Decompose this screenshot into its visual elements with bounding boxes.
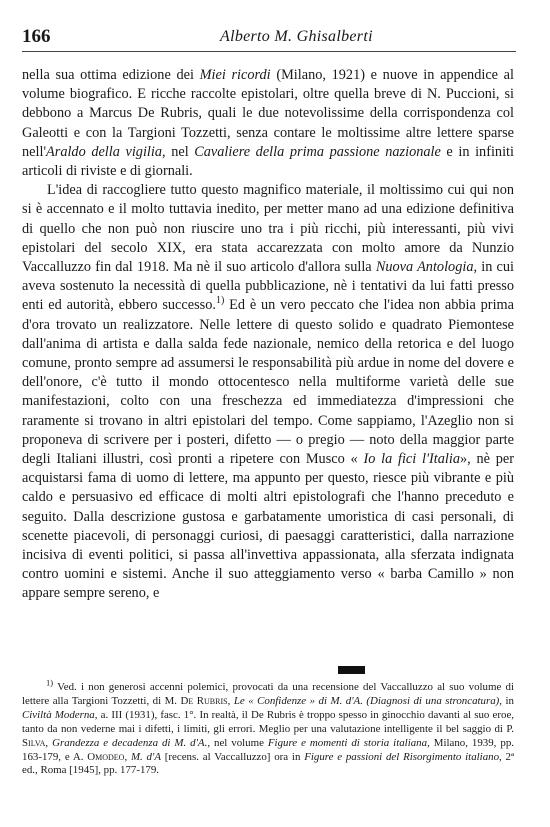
footnote-marker: 1) bbox=[215, 295, 225, 307]
text-span: (Milano, 1921) e nuove in appendice al volume biografico. E ricche raccolte epistolari, oltre quella breve di N. Puccioni, si debbono a Marcus De Rubris, quali le due notevolissime della corrispondenza col Galeotti e con la Targioni Tozzetti, senza contare le moltissime altre lettere sparse nell' bbox=[22, 67, 515, 160]
main-text bbox=[22, 66, 514, 604]
italic-title: Araldo della vigilia bbox=[46, 143, 163, 160]
footnote bbox=[22, 677, 515, 778]
italic-quote: Io la fici l'Italia bbox=[363, 451, 460, 468]
text-span: , bbox=[124, 750, 131, 763]
page-number: 166 bbox=[22, 26, 51, 47]
italic-title: Figure e momenti di storia italiana bbox=[267, 736, 428, 749]
text-span: , in bbox=[499, 694, 514, 707]
running-title: Alberto M. Ghisalberti bbox=[220, 28, 373, 45]
text-span: , bbox=[45, 736, 53, 749]
running-head bbox=[22, 24, 516, 50]
text-span: , Milano, 1939, pp. 163-179, e A. bbox=[22, 736, 514, 763]
italic-title: Miei ricordi bbox=[199, 67, 271, 83]
author-name: De Rubris bbox=[180, 694, 228, 707]
text-span: L'idea di raccogliere tutto questo magnifico materiale, il moltissimo cui qui non si è accennato e il molto tuttavia inedito, per metter mano ad una edizione definitiva di quello che non può non riuscire uno tra i più ricchi, più interessanti, più vivi epistolari del secolo XIX, era stata accarezzata con molto amore da Nunzio Vaccalluzzo fin dal 1918. Ma nè il suo articolo d'allora sulla bbox=[22, 182, 514, 276]
italic-title: Cavaliere della prima passione nazionale bbox=[194, 143, 441, 160]
footnote-number: 1) bbox=[46, 677, 54, 688]
paragraph-2 bbox=[22, 181, 514, 603]
italic-title: Figure e passioni del Risorgimento italiano bbox=[304, 750, 500, 763]
text-span: , a. III (1931), fasc. 1°. In realtà, il De Rubris è troppo spesso in ginocchio davanti al suo eroe, tanto da non vederne mai i difetti, i limiti, gli errori. Meglio per una valutazione intelligente il bel saggio di P. bbox=[22, 708, 515, 735]
text-span: [recens. al Vaccalluzzo] ora in bbox=[161, 750, 305, 763]
text-span: Ed è un vero peccato che l'idea non abbia prima d'ora trovato un realizzatore. Nelle lettere di questo solido e quadrato Piemontese dall'anima di artista e dalla salda fede nazionale, nemico della retorica e del luogo comune, pronto sempre ad assumersi le responsabilità più ardue in nome del dovere e dell'onore, c'è tutto il mondo ottocentesco nella multiforme varietà delle sue manifestazioni, colto con una freschezza ed immediatezza d'impressioni che raramente si trovano in altri epistolari del tempo. Come sappiamo, l'Azeglio non si proponeva di scrivere per i posteri, difetto — o pregio — noto della maggior parte degli Italiani illustri, così pronti a ripetere con Musco « bbox=[22, 297, 515, 468]
text-span: », nè per acquistarsi fama di uomo di lettere, ma appunto per questo, riesce più vibrante e più caldo e persuasivo ed efficace di molti altri epistolografi che l'hanno preceduto e seguito. Dalla descrizione gustosa e garbatamente umoristica di casi personali, di scenette piacevoli, di personaggi curiosi, di paesaggi caratteristici, dalla narrazione incisiva di eventi politici, si passa all'invettiva appassionata, alla sferzata indignata contro uomini e sistemi. Anche il suo atteggiamento verso « barba Camillo » non appare sempre sereno, e bbox=[22, 451, 514, 602]
italic-title: Civiltà Moderna bbox=[22, 708, 95, 721]
text-span: , nel volume bbox=[207, 736, 268, 749]
italic-title: Le « Confidenze » di M. d'A. (Diagnosi di una stroncatura) bbox=[233, 694, 500, 707]
text-span: , bbox=[227, 694, 234, 707]
footnote-1 bbox=[22, 677, 515, 778]
text-span: Ved. i non generosi accenni polemici, provocati da una recensione del Vaccalluzzo al suo volume di lettere alla Targioni Tozzetti, di M. bbox=[22, 681, 514, 707]
author-name: Silva bbox=[22, 736, 46, 749]
text-span: e in infiniti articoli di riviste e di giornali. bbox=[22, 143, 514, 180]
paragraph-1 bbox=[22, 66, 514, 181]
text-span: , nel bbox=[162, 143, 195, 160]
italic-title: Nuova Antologia bbox=[375, 259, 474, 276]
author-name: Omodeo bbox=[87, 750, 125, 763]
redaction-mark bbox=[338, 666, 365, 674]
header-rule bbox=[22, 51, 516, 52]
text-span: nella sua ottima edizione dei bbox=[22, 67, 200, 83]
text-span: , in cui aveva sostenuto la necessità di quella pubblicazione, nè i tentativi da lui fatti presso enti ed autorità, ebbero successo. bbox=[22, 259, 514, 314]
italic-title: M. d'A bbox=[130, 750, 161, 763]
text-span: , 2ª ed., Roma [1945], pp. 177-179. bbox=[22, 750, 514, 777]
italic-title: Grandezza e decadenza di M. d'A. bbox=[52, 736, 208, 749]
